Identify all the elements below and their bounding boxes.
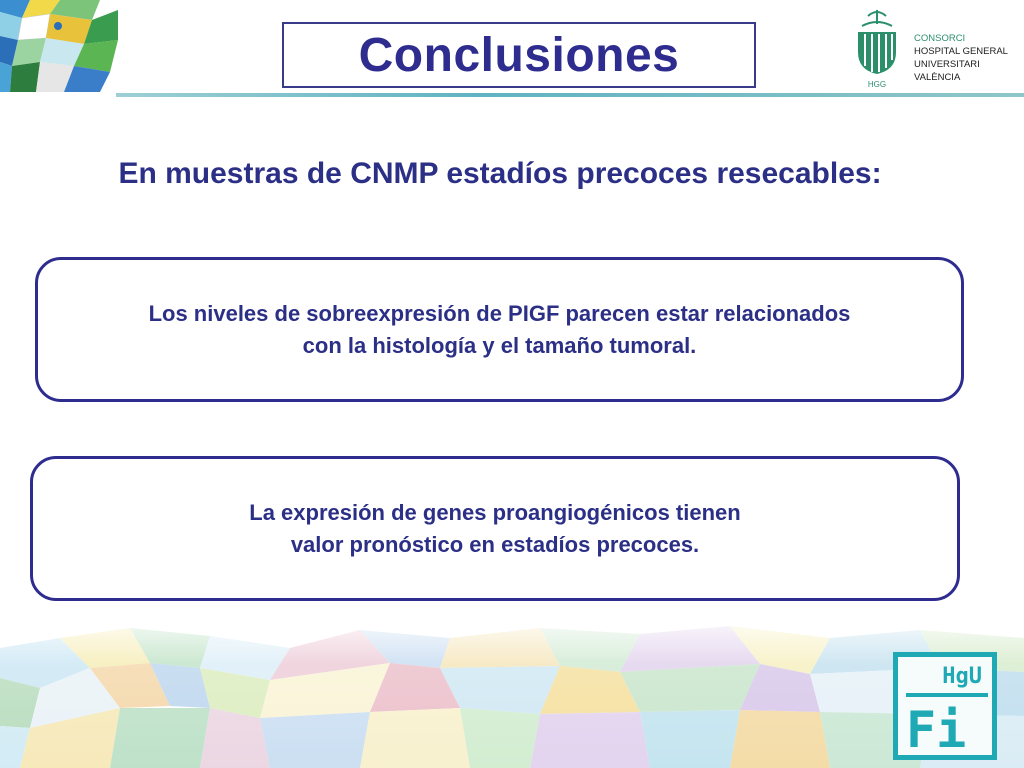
hospital-monogram: HGG bbox=[867, 80, 887, 89]
conclusion-text-line: La expresión de genes proangiogénicos tienen bbox=[249, 499, 741, 525]
title-box bbox=[282, 22, 756, 88]
fi-hgu-logo bbox=[893, 652, 997, 760]
title-underline bbox=[116, 93, 1024, 97]
conclusion-text-line: con la histología y el tamaño tumoral. bbox=[302, 332, 697, 358]
fi-logo-main-text: Fi bbox=[906, 701, 967, 759]
conclusion-text-line: Los niveles de sobreexpresión de PIGF parecen estar relacionados bbox=[148, 300, 851, 326]
hospital-name-line: CONSORCI bbox=[914, 33, 966, 44]
slide-subtitle: En muestras de CNMP estadíos precoces resecables: bbox=[118, 157, 882, 190]
conclusion-box-2 bbox=[30, 456, 960, 601]
hospital-name bbox=[914, 32, 1008, 84]
hospital-name-line: HOSPITAL GENERAL bbox=[914, 46, 1008, 57]
fi-logo-top-text: HgU bbox=[942, 664, 982, 689]
conclusion-box-1 bbox=[35, 257, 964, 402]
mosaic-decoration-bottom bbox=[0, 608, 1024, 768]
hospital-name-line: UNIVERSITARI bbox=[914, 59, 980, 70]
conclusion-text-line: valor pronóstico en estadíos precoces. bbox=[290, 531, 700, 557]
mosaic-decoration-top-left bbox=[0, 0, 118, 92]
fi-logo-divider bbox=[906, 693, 988, 697]
page-title: Conclusiones bbox=[358, 28, 680, 82]
hospital-logo-icon bbox=[848, 4, 906, 90]
hospital-name-line: VALÈNCIA bbox=[914, 72, 961, 83]
